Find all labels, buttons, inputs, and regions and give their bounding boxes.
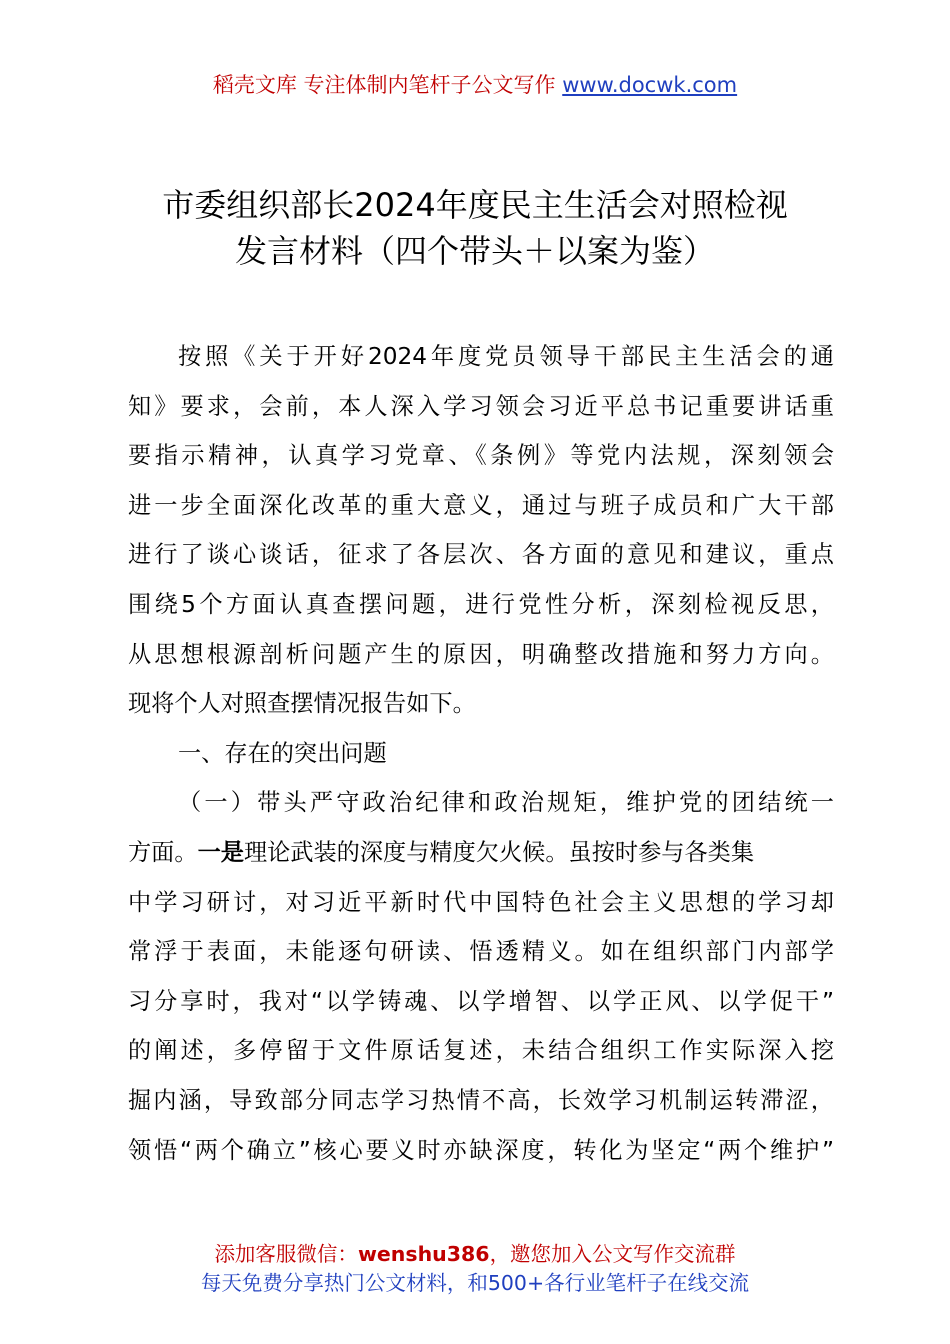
body-line-part: 方面。: [128, 838, 198, 866]
subsection-heading: （一）带头严守政治纪律和政治规矩，维护党的团结统一: [178, 789, 834, 817]
body-line: 进行了谈心谈话，征求了各层次、各方面的意见和建议，重点: [128, 541, 834, 569]
body-line: 要指示精神，认真学习党章、《条例》等党内法规，深刻领会: [128, 442, 834, 470]
body-line: 领悟“两个确立”核心要义时亦缺深度，转化为坚定“两个维护”: [128, 1136, 834, 1164]
body-line: 现将个人对照查摆情况报告如下。: [128, 690, 476, 718]
site-link[interactable]: www.docwk.com: [562, 73, 738, 97]
document-title: [0, 182, 950, 274]
body-line: 按照《关于开好2024年度党员领导干部民主生活会的通: [178, 343, 834, 370]
promo-footer: [0, 1240, 950, 1298]
body-line: 常浮于表面，未能逐句研读、悟透精义。如在组织部门内部学: [128, 938, 834, 966]
body-line-part: 理论武装的深度与精度欠火候。虽按时参与各类集: [243, 838, 755, 866]
footer-line-2: 每天免费分享热门公文材料，和500+各行业笔杆子在线交流: [200, 1271, 750, 1295]
body-line: 习分享时，我对“以学铸魂、以学增智、以学正风、以学促干”: [128, 987, 834, 1015]
body-line: 中学习研讨，对习近平新时代中国特色社会主义思想的学习却: [128, 888, 834, 916]
footer-line-1: [0, 1240, 950, 1269]
body-line: 从思想根源剖析问题产生的原因，明确整改措施和努力方向。: [128, 640, 834, 668]
title-line-2: 发言材料（四个带头＋以案为鉴）: [234, 232, 715, 270]
document-body: [128, 332, 834, 1175]
body-line: 知》要求，会前，本人深入学习领会习近平总书记重要讲话重: [128, 392, 834, 420]
wechat-id: wenshu386: [357, 1242, 490, 1266]
site-header-slogan: 稻壳文库 专注体制内笔杆子公文写作: [212, 73, 563, 97]
body-line: [128, 828, 834, 878]
body-line: 围绕5个方面认真查摆问题，进行党性分析，深刻检视反思，: [128, 590, 834, 618]
body-line: 进一步全面深化改革的重大意义，通过与班子成员和广大干部: [128, 491, 834, 519]
site-header: [0, 70, 950, 100]
section-heading: 一、存在的突出问题: [178, 739, 387, 767]
title-line-1: 市委组织部长2024年度民主生活会对照检视: [162, 186, 788, 224]
emphasis-label: 一是: [197, 838, 244, 866]
footer-wechat-prefix: 添加客服微信：: [214, 1242, 358, 1266]
body-line: 的阐述，多停留于文件原话复述，未结合组织工作实际深入挖: [128, 1037, 834, 1065]
body-line: 掘内涵，导致部分同志学习热情不高，长效学习机制运转滞涩，: [128, 1086, 834, 1114]
footer-wechat-suffix: ，邀您加入公文写作交流群: [489, 1242, 736, 1266]
